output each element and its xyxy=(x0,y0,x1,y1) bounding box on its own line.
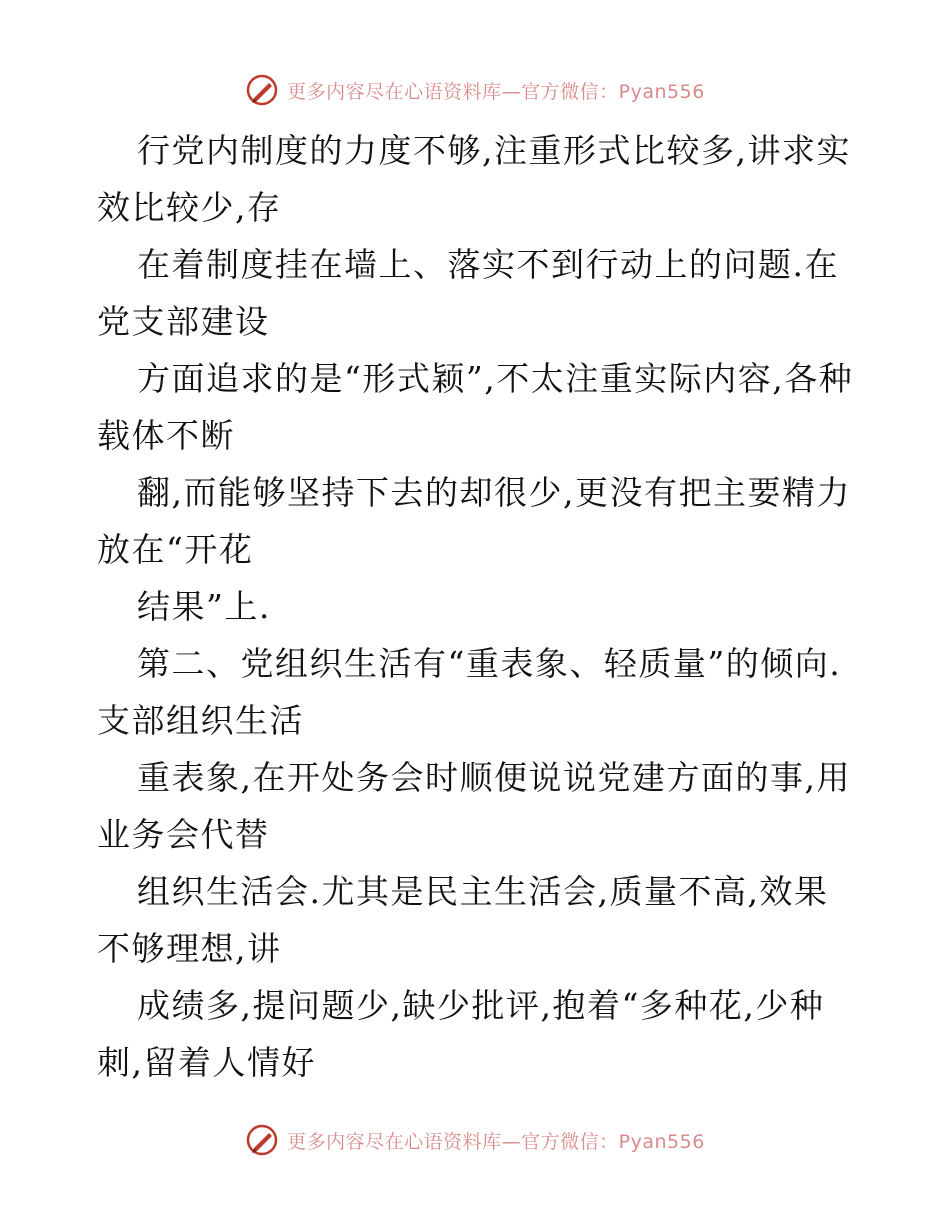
paragraph: 重表象,在开处务会时顺便说说党建方面的事,用业务会代替 xyxy=(97,758,851,854)
paragraph: 结果”上. xyxy=(137,587,271,626)
footer-watermark xyxy=(0,1120,950,1160)
document-body xyxy=(97,122,857,1091)
paragraph: 方面追求的是“形式颖”,不太注重实际内容,各种载体不断 xyxy=(97,359,854,455)
paragraph: 组织生活会.尤其是民主生活会,质量不高,效果不够理想,讲 xyxy=(97,872,829,968)
watermark-text: 更多内容尽在心语资料库—官方微信：Pyan556 xyxy=(287,80,705,103)
pen-logo-icon xyxy=(245,73,279,107)
pen-logo-icon xyxy=(245,1123,279,1157)
paragraph: 翻,而能够坚持下去的却很少,更没有把主要精力放在“开花 xyxy=(97,473,851,569)
paragraph: 行党内制度的力度不够,注重形式比较多,讲求实效比较少,存 xyxy=(97,131,851,227)
header-watermark xyxy=(0,70,950,110)
paragraph: 成绩多,提问题少,缺少批评,抱着“多种花,少种刺,留着人情好 xyxy=(97,986,825,1082)
paragraph: 第二、党组织生活有“重表象、轻质量”的倾向.支部组织生活 xyxy=(97,644,842,740)
watermark-text: 更多内容尽在心语资料库—官方微信：Pyan556 xyxy=(287,1130,705,1153)
paragraph: 在着制度挂在墙上、落实不到行动上的问题.在党支部建设 xyxy=(97,245,839,341)
